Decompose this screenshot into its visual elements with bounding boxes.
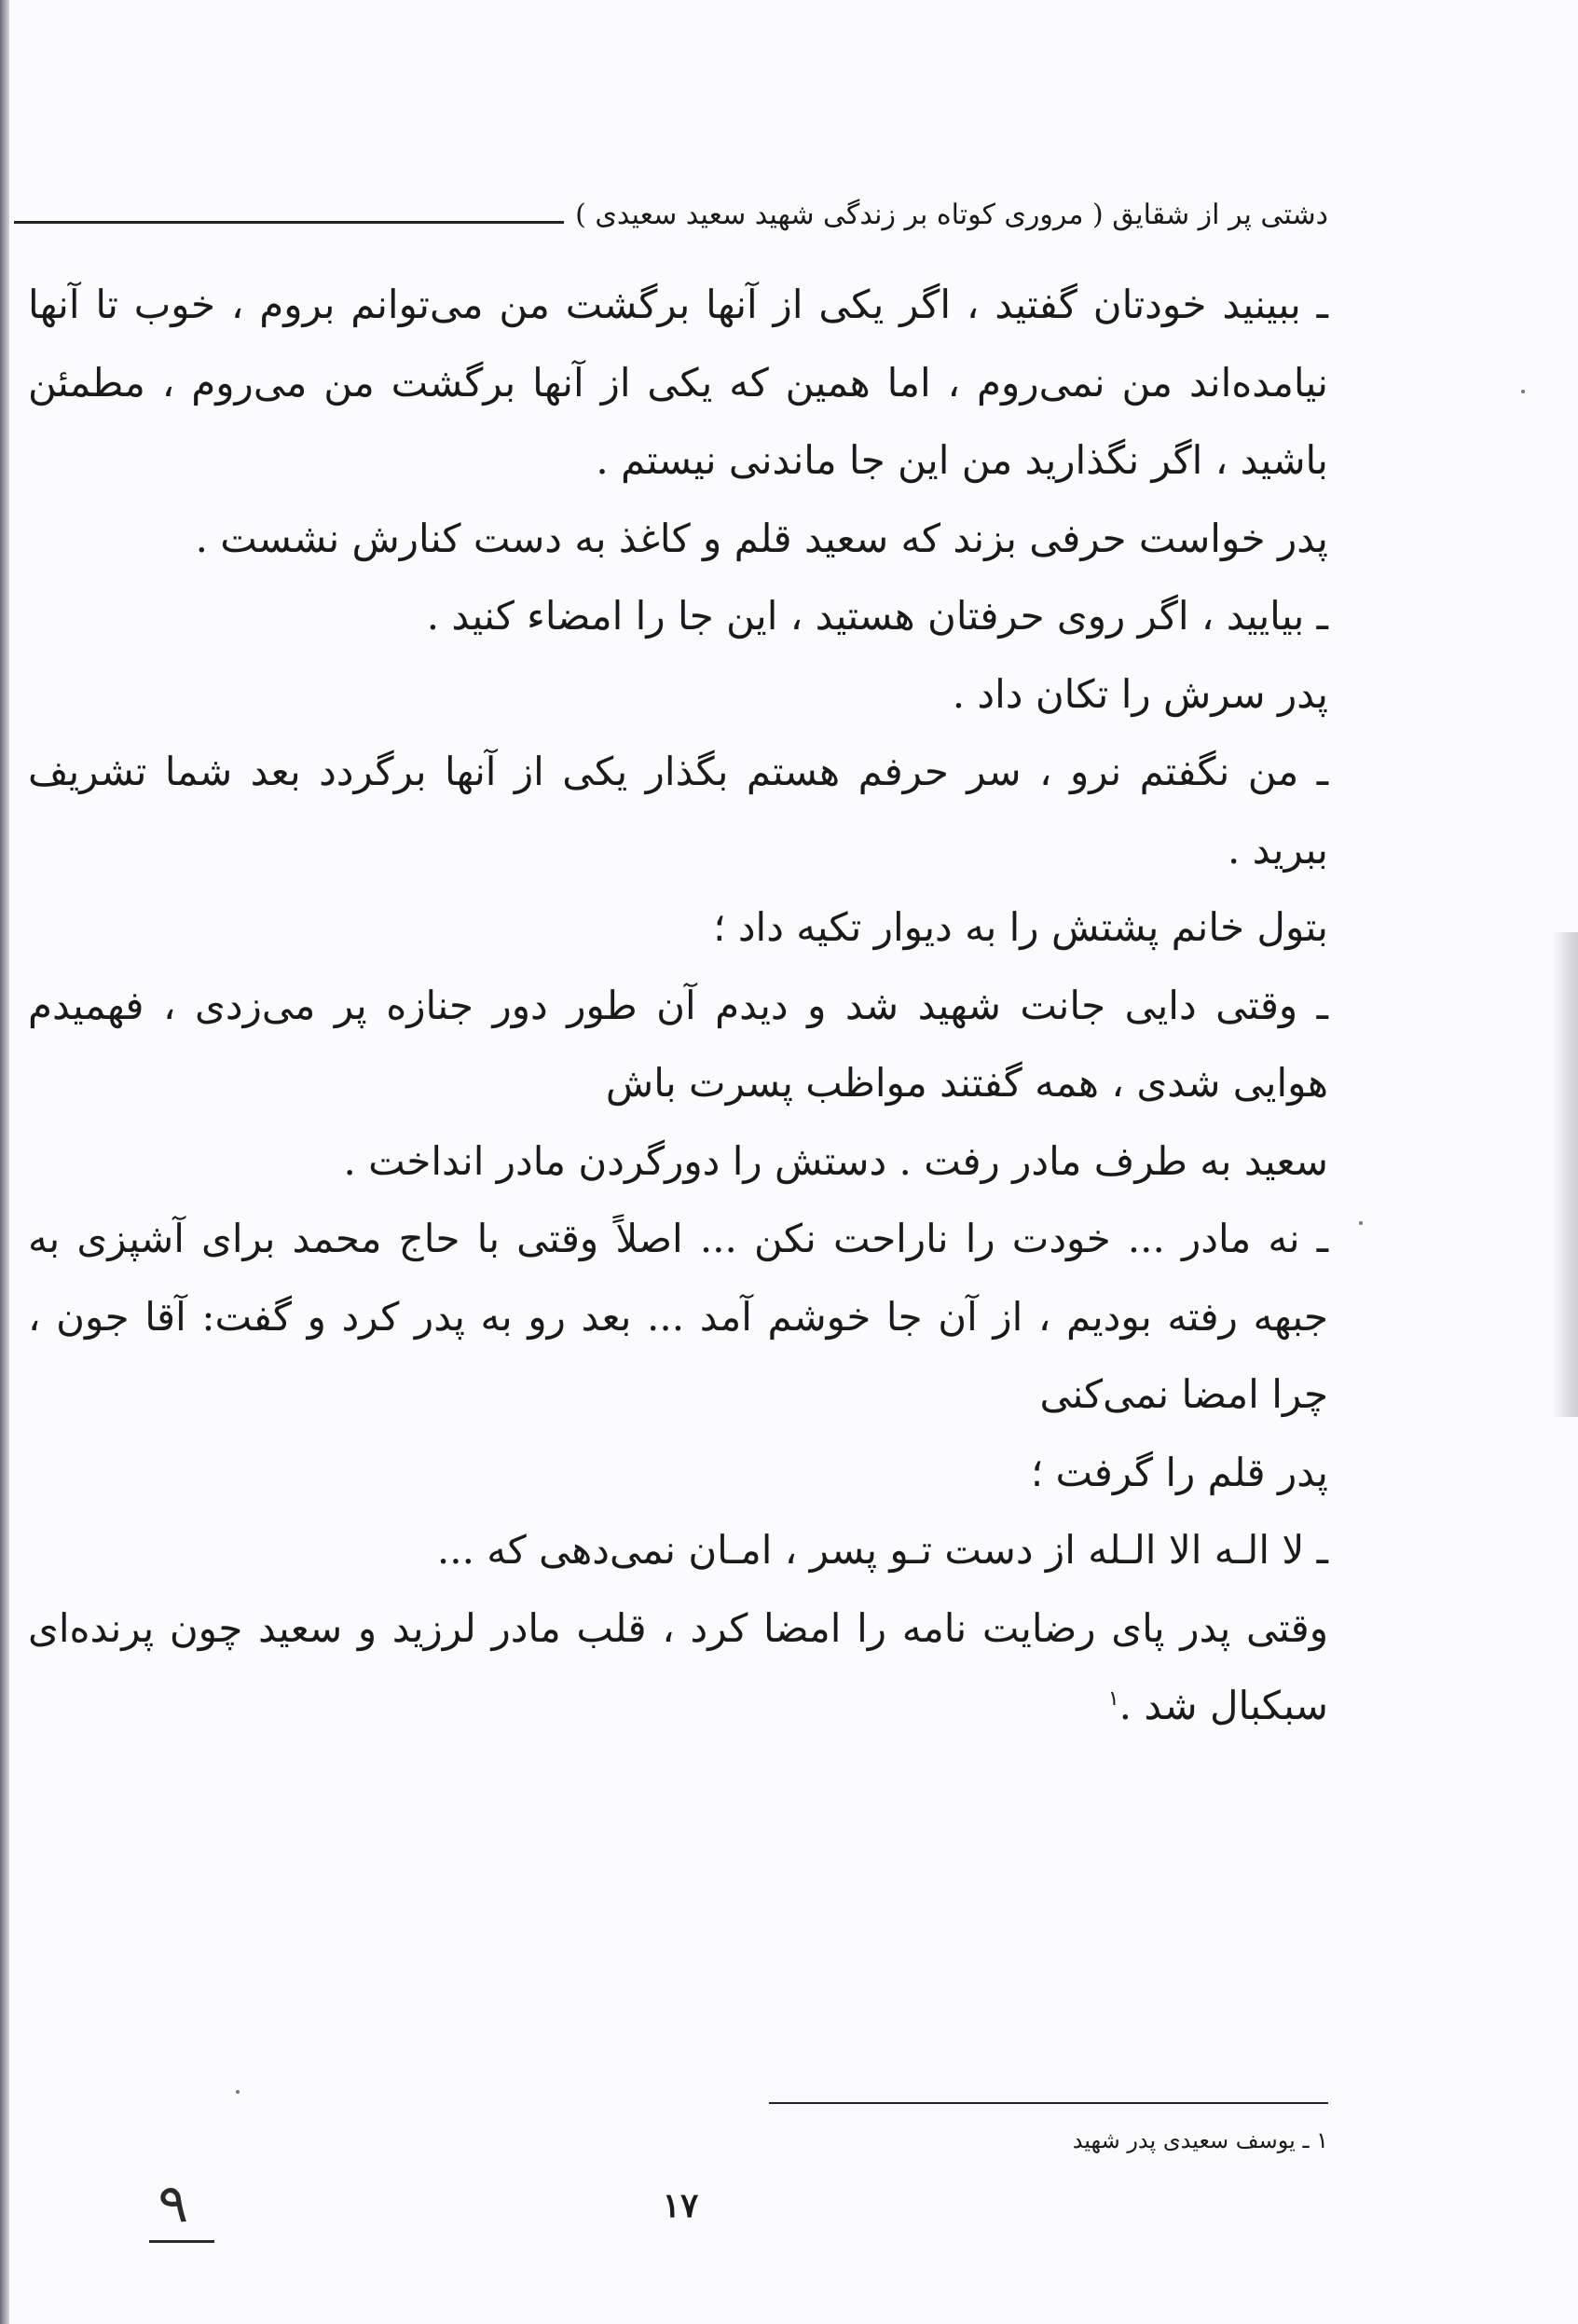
paragraph: سعید به طرف مادر رفت . دستش را دورگردن مادر انداخت .	[343, 1137, 1328, 1184]
paragraph: ـ بیایید ، اگر روی حرفتان هستید ، این جا را امضاء کنید .	[426, 593, 1328, 639]
paragraph: پدر خواست حرفی بزند که سعید قلم و کاغذ به دست کنارش نشست .	[195, 515, 1328, 561]
footnote-reference: ۱	[1107, 1687, 1119, 1711]
paragraph: پدر قلم را گرفت ؛	[1030, 1449, 1328, 1495]
header-title: دشتی پر از شقایق ( مروری کوتاه بر زندگی شهید سعید سعیدی )	[575, 199, 1328, 231]
handwritten-underline	[149, 2240, 214, 2243]
paragraph: ـ من نگفتم نرو ، سر حرفم هستم بگذار یکی از آنها برگردد بعد شما تشریف ببرید .	[28, 749, 1328, 873]
scan-page-edge	[0, 0, 9, 2324]
paragraph: پدر سرش را تکان داد .	[952, 670, 1328, 717]
scan-speck	[1521, 390, 1525, 393]
paragraph-text: وقتی پدر پای رضایت نامه را امضا کرد ، قلب مادر لرزید و سعید چون پرنده‌ای سبکبال شد .	[28, 1604, 1328, 1728]
header-rule	[14, 221, 564, 224]
scan-speck	[1359, 1221, 1363, 1225]
running-header	[14, 191, 1328, 247]
paragraph: ـ وقتی دایی جانت شهید شد و دیدم آن طور دور جنازه پر می‌زدی ، فهمیدم هوایی شدی ، همه گفتند مواظب پسرت باش	[28, 982, 1328, 1106]
paragraph: بتول خانم پشتش را به دیوار تکیه داد ؛	[713, 904, 1328, 950]
paragraph: ـ لا الـه الا الـله از دست تـو پسر ، امـان نمی‌دهی که ...	[436, 1527, 1328, 1573]
paragraph: ـ ببینید خودتان گفتید ، اگر یکی از آنها برگشت من می‌توانم بروم ، خوب تا آنها نیامده‌اند من نمی‌روم ، اما همین که یکی از آنها برگشت من می‌روم ، مطمئن باشید ، اگر نگذارید من این جا ماندنی نیستم .	[28, 282, 1328, 483]
footnote: ۱ ـ یوسف سعیدی پدر شهید	[1072, 2127, 1328, 2153]
paragraph	[28, 1589, 1328, 1745]
footnote-rule	[769, 2102, 1328, 2104]
body-text	[28, 266, 1328, 1745]
page-number: ۱۷	[662, 2186, 699, 2225]
scan-shadow	[1552, 932, 1578, 1417]
handwritten-page-mark: ۹	[156, 2170, 190, 2237]
scan-speck	[236, 2090, 240, 2094]
paragraph: ـ نه مادر ... خودت را ناراحت نکن ... اصلاً وقتی با حاج محمد برای آشپزی به جبهه رفته بودیم ، از آن جا خوشم آمد ... بعد رو به پدر کرد و گفت: آقا جون ، چرا امضا نمی‌کنی	[28, 1216, 1328, 1417]
